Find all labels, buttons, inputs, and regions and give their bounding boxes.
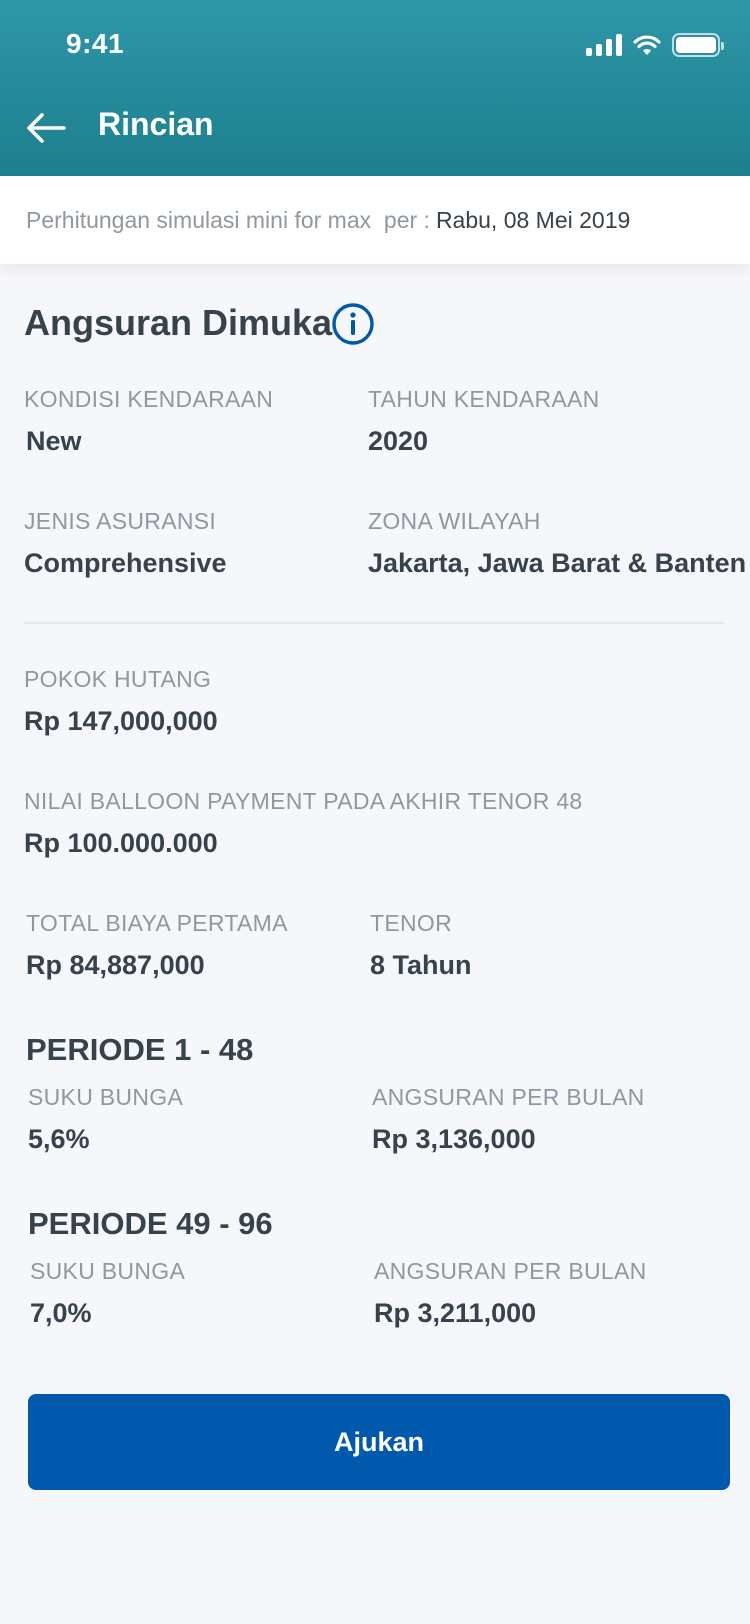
balloon-payment-label: NILAI BALLOON PAYMENT PADA AKHIR TENOR 48 — [24, 788, 583, 814]
page-title: Rincian — [98, 106, 214, 142]
period-1-rate-label: SUKU BUNGA — [28, 1084, 184, 1110]
insurance-type-value: Comprehensive — [24, 548, 227, 578]
zone-value: Jakarta, Jawa Barat & Banten — [368, 548, 747, 578]
period-2-rate-value: 7,0% — [30, 1298, 92, 1328]
divider — [24, 622, 724, 624]
period-1-installment-label: ANGSURAN PER BULAN — [372, 1084, 645, 1110]
info-icon[interactable] — [331, 302, 375, 346]
first-cost-value: Rp 84,887,000 — [26, 950, 205, 980]
status-icons — [586, 30, 720, 60]
vehicle-condition-value: New — [26, 426, 82, 456]
tenor-label: TENOR — [370, 910, 452, 936]
period-2-title: PERIODE 49 - 96 — [28, 1206, 273, 1241]
battery-icon — [672, 33, 720, 57]
cellular-signal-icon — [586, 34, 622, 56]
vehicle-year-value: 2020 — [368, 426, 429, 456]
back-arrow-icon[interactable] — [22, 108, 70, 148]
simulation-date: Rabu, 08 Mei 2019 — [435, 206, 631, 233]
insurance-type-label: JENIS ASURANSI — [24, 508, 217, 534]
period-2-rate-label: SUKU BUNGA — [30, 1258, 186, 1284]
principal-label: POKOK HUTANG — [24, 666, 212, 692]
simulation-info-bar — [0, 176, 750, 264]
vehicle-condition-label: KONDISI KENDARAAN — [24, 386, 274, 412]
principal-value: Rp 147,000,000 — [24, 706, 218, 736]
period-1-installment-value: Rp 3,136,000 — [372, 1124, 536, 1154]
simulation-prefix: Perhitungan simulasi mini for max per : — [26, 206, 430, 233]
tenor-value: 8 Tahun — [370, 950, 472, 980]
vehicle-year-label: TAHUN KENDARAAN — [368, 386, 600, 412]
status-time: 9:41 — [66, 28, 125, 59]
period-2-installment-value: Rp 3,211,000 — [374, 1298, 537, 1328]
first-cost-label: TOTAL BIAYA PERTAMA — [26, 910, 288, 936]
period-1-title: PERIODE 1 - 48 — [26, 1032, 254, 1067]
period-2-installment-label: ANGSURAN PER BULAN — [374, 1258, 647, 1284]
wifi-icon — [632, 33, 662, 57]
app-header — [0, 0, 750, 176]
balloon-payment-value: Rp 100.000.000 — [24, 828, 218, 858]
zone-label: ZONA WILAYAH — [368, 508, 541, 534]
submit-button[interactable]: Ajukan — [28, 1394, 730, 1490]
section-title: Angsuran Dimuka — [24, 302, 333, 343]
period-1-rate-value: 5,6% — [28, 1124, 90, 1154]
